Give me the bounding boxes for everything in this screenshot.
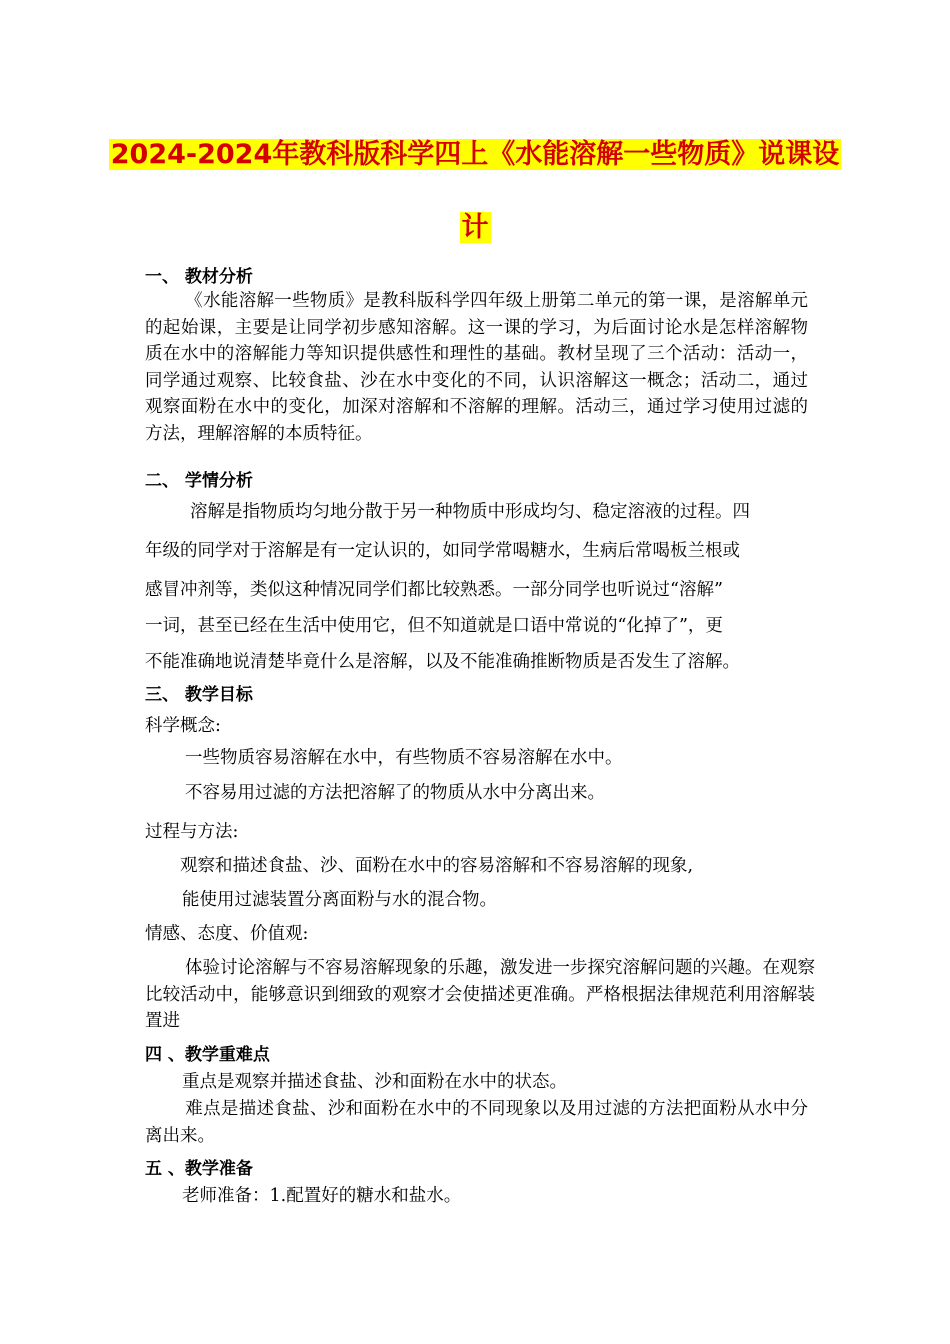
section-heading-teaching-goals: 三、 教学目标 xyxy=(145,685,253,705)
difficulty-text: 难点是描述食盐、沙和面粉在水中的不同现象以及用过滤的方法把面粉从水中分离出来。 xyxy=(145,1099,808,1146)
title-line-2: 计 xyxy=(461,212,489,243)
goal-item: 一些物质容易溶解在水中，有些物质不容易溶解在水中。 xyxy=(185,748,623,768)
goal-subheading-attitude: 情感、态度、价值观: xyxy=(145,924,309,944)
goal-item: 能使用过滤装置分离面粉与水的混合物。 xyxy=(182,890,497,910)
student-analysis-line: 一词，甚至已经在生活中使用它，但不知道就是口语中常说的“化掉了”，更 xyxy=(145,616,723,636)
goal-item: 不容易用过滤的方法把溶解了的物质从水中分离出来。 xyxy=(185,783,605,803)
student-analysis-line: 不能准确地说清楚毕竟什么是溶解，以及不能准确推断物质是否发生了溶解。 xyxy=(145,652,740,672)
student-analysis-line: 溶解是指物质均匀地分散于另一种物质中形成均匀、稳定溶液的过程。四 xyxy=(190,502,750,522)
title-line-1: 2024-2024年教科版科学四上《水能溶解一些物质》说课设 xyxy=(110,139,840,170)
student-analysis-line: 感冒冲剂等，类似这种情况同学们都比较熟悉。一部分同学也听说过“溶解” xyxy=(145,580,723,600)
goal-subheading-process: 过程与方法: xyxy=(145,822,239,842)
goal-item: 观察和描述食盐、沙、面粉在水中的容易溶解和不容易溶解的现象, xyxy=(180,856,694,876)
section-heading-textbook-analysis: 一、 教材分析 xyxy=(145,267,253,287)
section-heading-key-points: 四 、教学重难点 xyxy=(145,1045,270,1065)
key-point-line: 重点是观察并描述食盐、沙和面粉在水中的状态。 xyxy=(182,1072,567,1092)
section-heading-preparation: 五 、教学准备 xyxy=(145,1159,253,1179)
section-heading-student-analysis: 二、 学情分析 xyxy=(145,471,253,491)
section-text-textbook-analysis: 《水能溶解一些物质》是教科版科学四年级上册第二单元的第一课，是溶解单元的起始课，主要是让同学初步感知溶解。这一课的学习，为后面讨论水是怎样溶解物质在水中的溶解能力等知识提供感性和理性的基础。教材呈现了三个活动：活动一，同学通过观察、比较食盐、沙在水中变化的不同，认识溶解这一概念；活动二，通过观察面粉在水中的变化，加深对溶解和不溶解的理解。活动三，通过学习使用过滤的方法，理解溶解的本质特征。 xyxy=(145,291,808,444)
preparation-line: 老师准备：1.配置好的糖水和盐水。 xyxy=(182,1186,462,1206)
goal-subheading-concepts: 科学概念: xyxy=(145,716,221,736)
student-analysis-line: 年级的同学对于溶解是有一定认识的，如同学常喝糖水，生病后常喝板兰根或 xyxy=(145,541,740,561)
goal-attitude-text: 体验讨论溶解与不容易溶解现象的乐趣，激发进一步探究溶解问题的兴趣。在观察比较活动中，能够意识到细致的观察才会使描述更准确。严格根据法律规范利用溶解装置进 xyxy=(145,958,815,1031)
